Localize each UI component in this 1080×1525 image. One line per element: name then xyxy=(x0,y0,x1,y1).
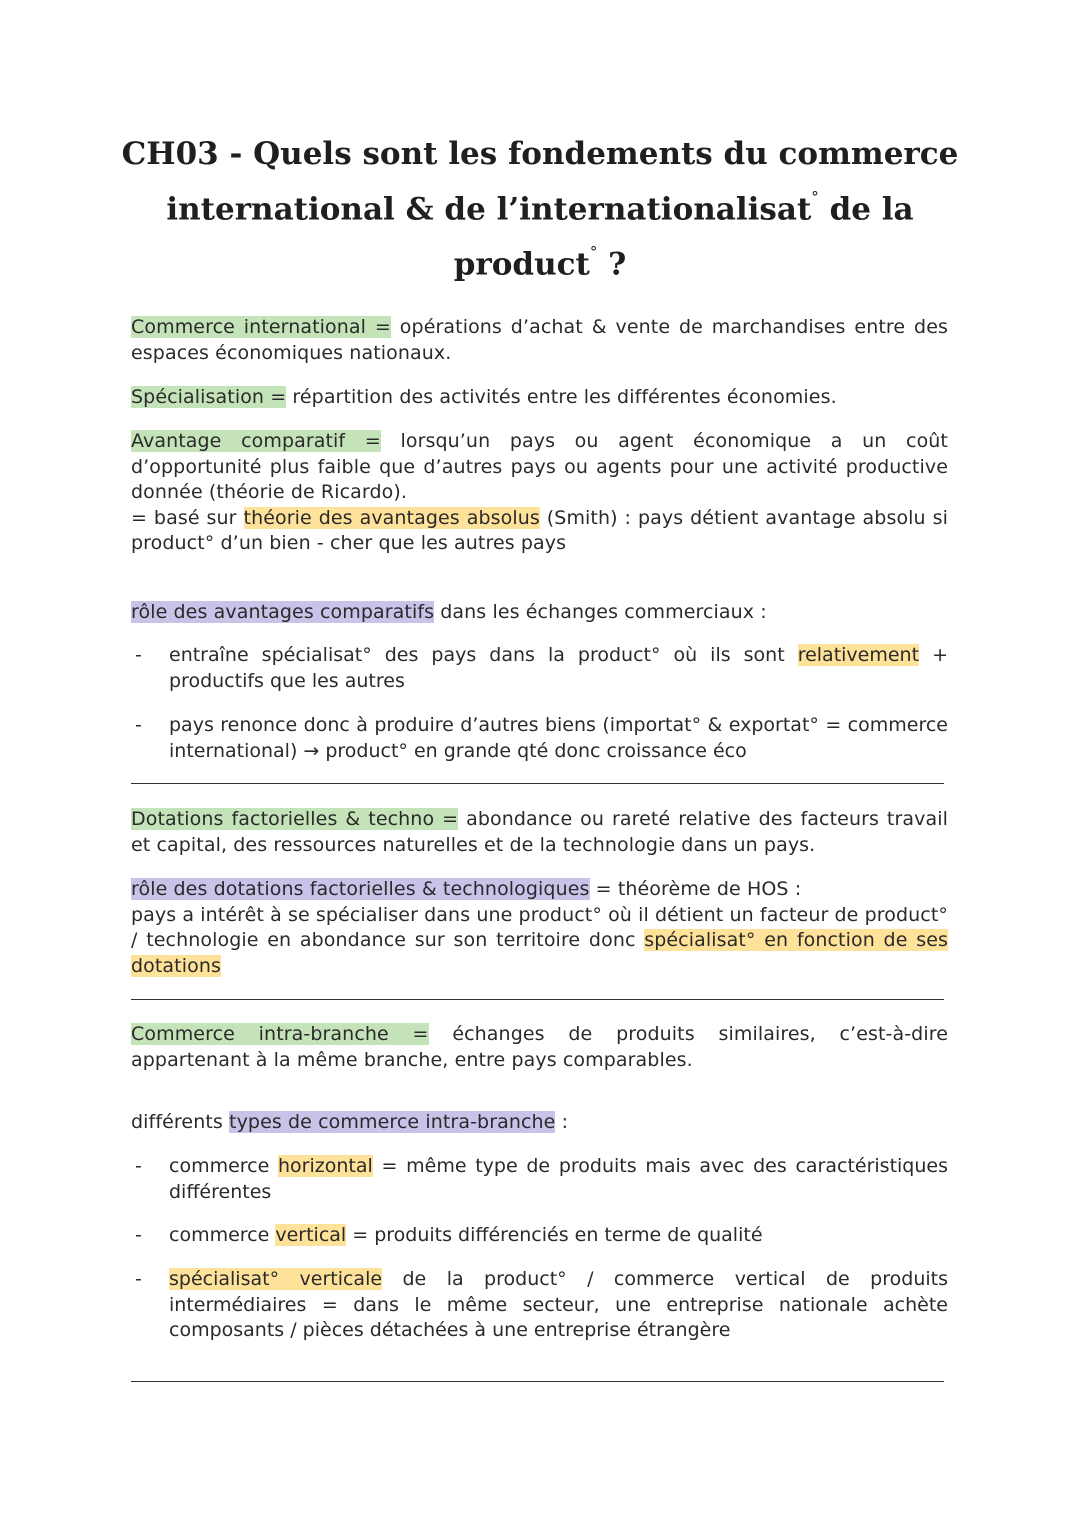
def-specialisation xyxy=(131,385,948,411)
bullet-dash: - xyxy=(135,1155,142,1177)
def-intra-branche xyxy=(131,1022,948,1073)
text: (Smith) : pays détient avantage absolu si product° d’un bien - cher que les autres pays xyxy=(131,506,948,555)
list-item-text xyxy=(169,643,948,694)
keyword-highlight: vertical xyxy=(275,1224,347,1246)
heading-text: dans les échanges commerciaux : xyxy=(434,601,767,623)
role-avantages-heading xyxy=(131,600,948,626)
text: = même type de produits mais avec des caractéristiques différentes xyxy=(169,1155,948,1203)
text: : xyxy=(555,1111,569,1133)
list-item xyxy=(131,713,948,764)
term-highlight: Commerce intra-branche = xyxy=(131,1023,429,1045)
role-body xyxy=(131,903,948,980)
text: différents xyxy=(131,1111,230,1133)
divider xyxy=(131,999,944,1000)
text: = basé sur xyxy=(131,506,244,529)
definition-addendum xyxy=(131,506,948,557)
degree-mark: ° xyxy=(811,188,819,206)
list-item-text xyxy=(169,1223,948,1249)
heading-text: = théorème de HOS : xyxy=(589,878,802,900)
text: entraîne spécialisat° des pays dans la product° où ils sont xyxy=(169,644,798,666)
definition-text: opérations d’achat & vente de marchandises entre des espaces économiques nationaux. xyxy=(131,316,949,364)
bullet-dash: - xyxy=(135,644,142,666)
text: = produits différenciés en terme de qualité xyxy=(346,1224,763,1246)
page-title xyxy=(110,130,970,290)
bullet-dash: - xyxy=(135,1224,142,1246)
text: de la product° / commerce vertical de produits intermédiaires = dans le même secteur, une entreprise nationale achète composants / pièces détachées à une entreprise étrangère xyxy=(169,1268,948,1342)
role-dotations xyxy=(131,877,948,979)
def-commerce-international xyxy=(131,315,948,366)
heading-highlight: rôle des dotations factorielles & technologiques xyxy=(131,878,590,900)
list-item-text xyxy=(169,1267,948,1344)
list-item xyxy=(131,1154,948,1205)
term-highlight: Spécialisation = xyxy=(131,386,287,408)
keyword-highlight: spécialisat° en fonction de ses dotations xyxy=(131,929,948,977)
title-line-2a: international & de l’internationalisat xyxy=(166,191,812,228)
text: pays a intérêt à se spécialiser dans une product° où il détient un facteur de product° / technologie en abondance sur son territoire donc xyxy=(131,903,948,952)
list-item xyxy=(131,1267,948,1344)
definition-text: abondance ou rareté relative des facteurs travail et capital, des ressources naturelles et de la technologie dans un pays. xyxy=(131,808,948,856)
list-item xyxy=(131,643,948,694)
text: commerce xyxy=(169,1224,276,1246)
divider xyxy=(131,1381,944,1382)
keyword-highlight: spécialisat° verticale xyxy=(169,1268,383,1290)
heading-highlight: rôle des avantages comparatifs xyxy=(131,601,435,623)
divider xyxy=(131,783,944,784)
definition-text: lorsqu’un pays ou agent économique a un coût d’opportunité plus faible que d’autres pays ou agents pour une activité productive donnée (théorie de Ricardo). xyxy=(131,430,948,504)
term-highlight: Dotations factorielles & techno = xyxy=(131,808,459,830)
def-dotations xyxy=(131,807,948,858)
text: commerce xyxy=(169,1155,279,1177)
list-item-text xyxy=(169,1154,948,1205)
title-line-2b: de la product xyxy=(453,191,914,283)
bullet-dash: - xyxy=(135,714,142,736)
title-line-1: CH03 - Quels sont les fondements du commerce xyxy=(121,136,959,172)
text: + productifs que les autres xyxy=(169,644,948,692)
keyword-highlight: théorie des avantages absolus xyxy=(243,506,540,529)
title-line-2c: ? xyxy=(597,246,627,283)
list-item xyxy=(131,1223,948,1249)
definition-text: répartition des activités entre les différentes économies. xyxy=(286,386,837,408)
heading-highlight: types de commerce intra-branche xyxy=(229,1111,556,1133)
types-intra-heading xyxy=(131,1110,948,1136)
keyword-highlight: horizontal xyxy=(278,1155,373,1177)
list-item-text: pays renonce donc à produire d’autres biens (importat° & exportat° = commerce international) → product° en grande qté donc croissance éco xyxy=(169,714,948,762)
def-avantage-comparatif xyxy=(131,429,948,557)
definition-text: échanges de produits similaires, c’est-à-dire appartenant à la même branche, entre pays comparables. xyxy=(131,1023,949,1071)
bullet-dash: - xyxy=(135,1268,142,1290)
keyword-highlight: relativement xyxy=(797,644,920,666)
degree-mark: ° xyxy=(589,243,598,262)
term-highlight: Avantage comparatif = xyxy=(131,430,381,452)
term-highlight: Commerce international = xyxy=(131,316,391,338)
